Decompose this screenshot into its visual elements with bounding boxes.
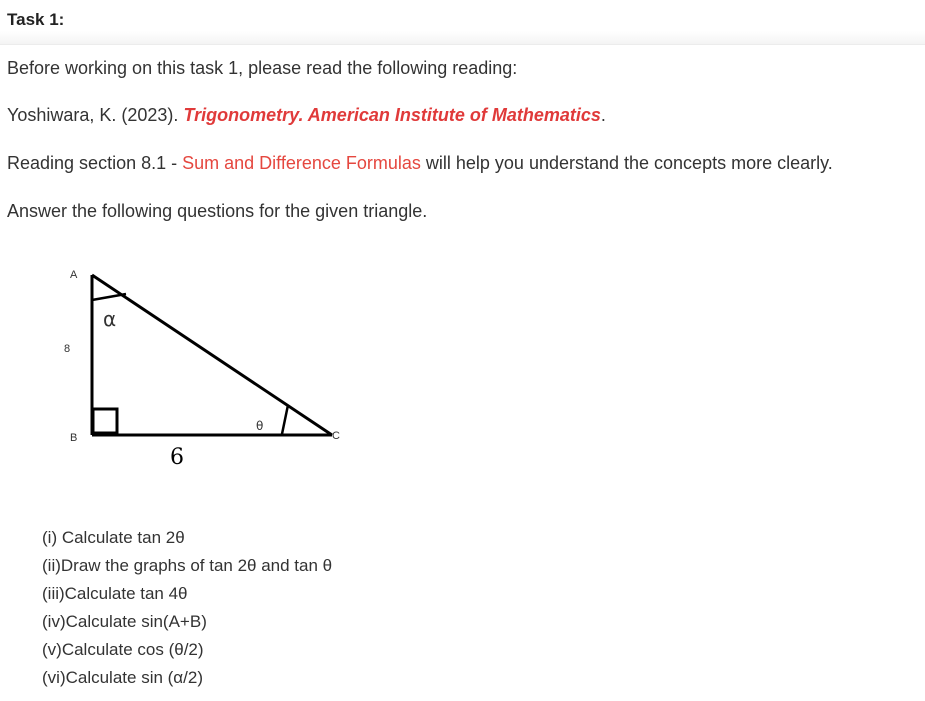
reference-end: .	[600, 105, 606, 125]
angle-c-label: θ	[256, 419, 264, 433]
reference-book-link[interactable]: Trigonometry. American Institute of Mathematics	[183, 105, 601, 125]
question-item: (iv)Calculate sin(A+B)	[42, 612, 207, 631]
question-item: (v)Calculate cos (θ/2)	[42, 640, 204, 659]
side-ab-label: 8	[64, 343, 71, 355]
question-item: (iii)Calculate tan 4θ	[42, 584, 188, 603]
header-bar	[0, 0, 925, 45]
reading-text	[7, 153, 833, 174]
angle-a-label: α	[103, 307, 117, 331]
vertex-c-label: C	[332, 430, 340, 442]
intro-text: Before working on this task 1, please read the following reading:	[7, 58, 518, 78]
question-item: (vi)Calculate sin (α/2)	[42, 668, 203, 687]
reference-citation	[7, 105, 606, 126]
vertex-b-label: B	[70, 432, 78, 444]
side-bc-label: 6	[170, 445, 184, 468]
vertex-a-label: A	[70, 269, 78, 281]
instruction-text: Answer the following questions for the given triangle.	[7, 201, 428, 221]
reading-suffix: will help you understand the concepts more clearly.	[420, 153, 833, 173]
reference-authors: Yoshiwara, K. (2023).	[7, 105, 179, 125]
question-item: (ii)Draw the graphs of tan 2θ and tan θ	[42, 556, 333, 575]
side-ac	[92, 275, 332, 435]
right-angle-marker	[93, 409, 117, 433]
reading-prefix: Reading section 8.1 -	[7, 153, 183, 173]
triangle-figure	[60, 258, 360, 468]
angle-c-marker	[282, 405, 288, 434]
section-link[interactable]: Sum and Difference Formulas	[182, 153, 421, 173]
task-title: Task 1:	[7, 10, 65, 29]
angle-a-marker	[92, 294, 126, 300]
question-list	[42, 524, 332, 692]
question-item: (i) Calculate tan 2θ	[42, 528, 185, 547]
